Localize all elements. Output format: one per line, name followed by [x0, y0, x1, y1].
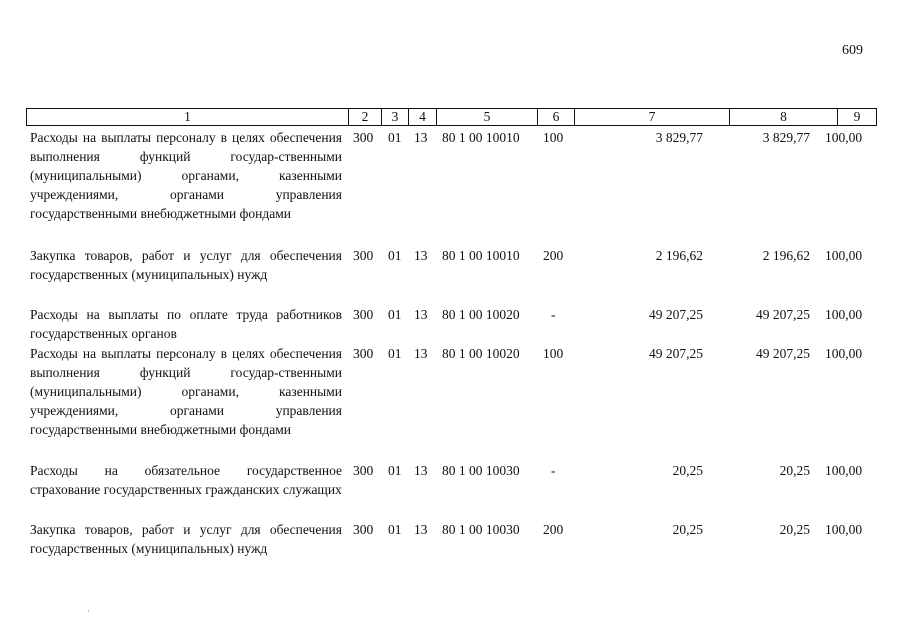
cell-target-article: 80 1 00 10030: [442, 522, 520, 537]
cell-expense-type: 200: [543, 248, 564, 263]
cell-target-article: 80 1 00 10020: [442, 346, 520, 361]
cell-planned: 20,25: [672, 463, 703, 478]
row-description: Закупка товаров, работ и услуг для обеспечения государственных (муниципальных) нужд: [30, 248, 342, 282]
cell-percent: 100,00: [825, 463, 863, 478]
cell-section: 01: [388, 307, 402, 322]
cell-ministry: 300: [353, 248, 374, 263]
header-cell-5: 5: [437, 109, 538, 126]
cell-section: 01: [388, 346, 402, 361]
row-description: Расходы на выплаты персоналу в целях обеспечения выполнения функций государ-ственными (муниципальными) органами, казенными учреждениями, органами управления государственными внебюджетными фондами: [30, 130, 342, 221]
cell-executed: 20,25: [779, 463, 810, 478]
cell-ministry: 300: [353, 307, 374, 322]
cell-target-article: 80 1 00 10010: [442, 130, 520, 145]
cell-ministry: 300: [353, 463, 374, 478]
cell-planned: 20,25: [672, 522, 703, 537]
cell-section: 01: [388, 130, 402, 145]
header-cell-9: 9: [838, 109, 877, 126]
table-header: [26, 108, 876, 126]
header-cell-4: 4: [409, 109, 437, 126]
cell-expense-type: 100: [543, 346, 564, 361]
cell-expense-type: 100: [543, 130, 564, 145]
cell-subsection: 13: [414, 463, 428, 478]
cell-section: 01: [388, 463, 402, 478]
cell-ministry: 300: [353, 346, 374, 361]
cell-percent: 100,00: [825, 522, 863, 537]
row-description: Закупка товаров, работ и услуг для обеспечения государственных (муниципальных) нужд: [30, 522, 342, 556]
cell-percent: 100,00: [825, 307, 863, 322]
cell-subsection: 13: [414, 522, 428, 537]
cell-target-article: 80 1 00 10020: [442, 307, 520, 322]
cell-executed: 3 829,77: [762, 130, 810, 145]
header-cell-2: 2: [349, 109, 382, 126]
cell-planned: 49 207,25: [649, 307, 703, 322]
cell-ministry: 300: [353, 130, 374, 145]
header-cell-3: 3: [382, 109, 409, 126]
header-cell-6: 6: [538, 109, 575, 126]
row-description: Расходы на выплаты персоналу в целях обеспечения выполнения функций государ-ственными (муниципальными) органами, казенными учреждениями, органами управления государственными внебюджетными фондами: [30, 346, 342, 437]
cell-percent: 100,00: [825, 130, 863, 145]
cell-expense-type: 200: [543, 522, 564, 537]
cell-executed: 49 207,25: [756, 346, 810, 361]
cell-executed: 2 196,62: [762, 248, 810, 263]
cell-percent: 100,00: [825, 346, 863, 361]
cell-ministry: 300: [353, 522, 374, 537]
cell-section: 01: [388, 248, 402, 263]
cell-target-article: 80 1 00 10030: [442, 463, 520, 478]
cell-expense-type: -: [551, 463, 556, 478]
cell-subsection: 13: [414, 248, 428, 263]
cell-planned: 2 196,62: [655, 248, 703, 263]
cell-subsection: 13: [414, 130, 428, 145]
cell-percent: 100,00: [825, 248, 863, 263]
cell-executed: 49 207,25: [756, 307, 810, 322]
page-number: 609: [842, 43, 863, 58]
cell-target-article: 80 1 00 10010: [442, 248, 520, 263]
cell-planned: 49 207,25: [649, 346, 703, 361]
cell-section: 01: [388, 522, 402, 537]
scan-mark: [88, 610, 89, 612]
header-cell-7: 7: [575, 109, 730, 126]
header-cell-1: 1: [27, 109, 349, 126]
row-description: Расходы на выплаты по оплате труда работников государственных органов: [30, 307, 342, 341]
row-description: Расходы на обязательное государственное страхование государственных гражданских служащих: [30, 463, 342, 497]
cell-planned: 3 829,77: [655, 130, 703, 145]
cell-expense-type: -: [551, 307, 556, 322]
header-cell-8: 8: [730, 109, 838, 126]
cell-subsection: 13: [414, 346, 428, 361]
cell-executed: 20,25: [779, 522, 810, 537]
cell-subsection: 13: [414, 307, 428, 322]
